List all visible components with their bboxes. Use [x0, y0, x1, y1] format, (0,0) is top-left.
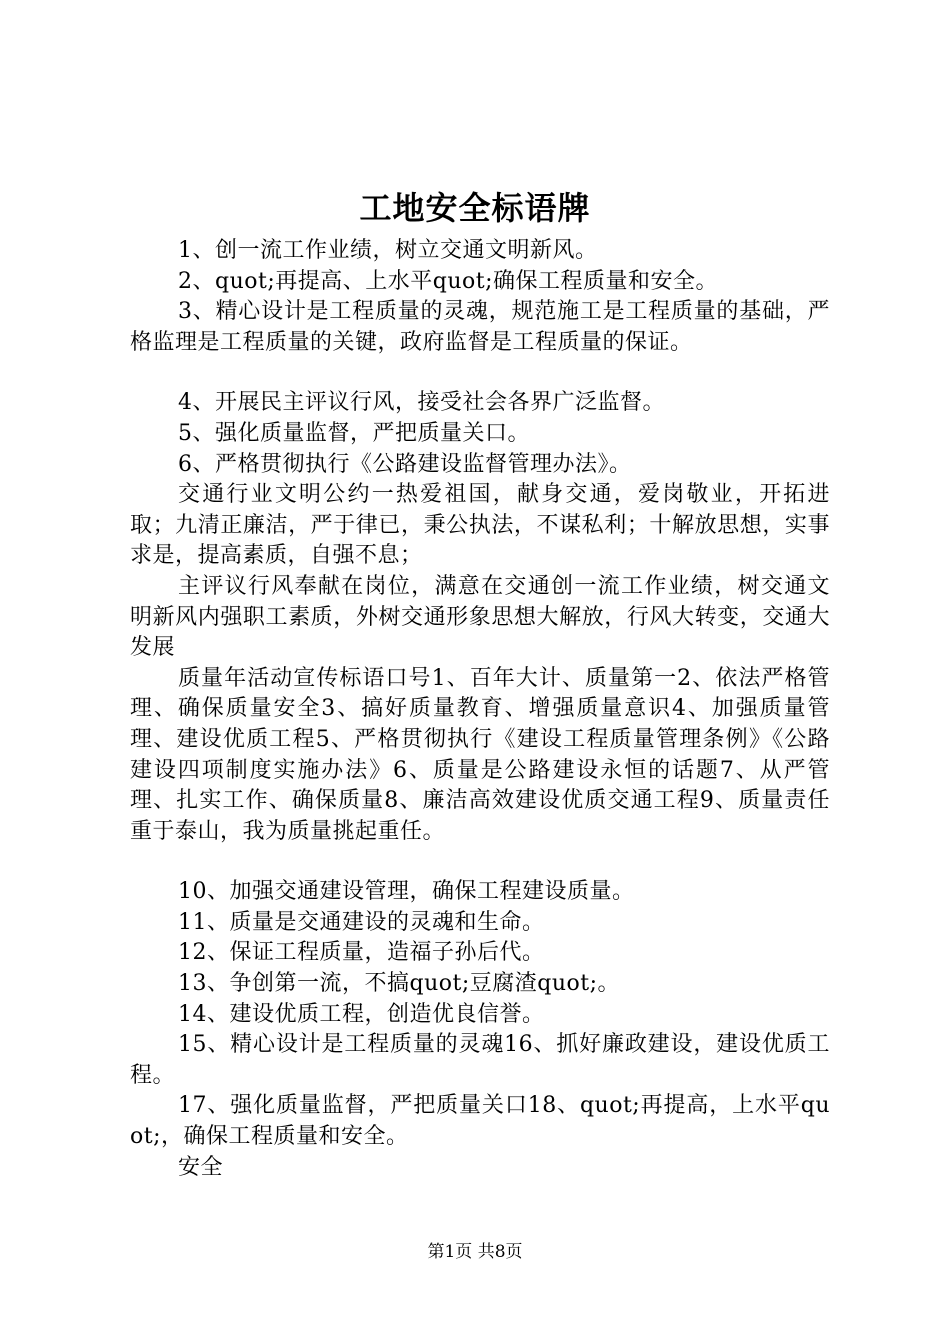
paragraph: 交通行业文明公约一热爱祖国，献身交通，爱岗敬业，开拓进取；九清正廉洁，严于律已，秉公执法，不谋私利；十解放思想，实事求是，提高素质，自强不息； — [130, 482, 830, 569]
page-footer: 第1页 共8页 — [427, 1242, 523, 1262]
paragraph: 5、强化质量监督，严把质量关口。 — [178, 420, 530, 446]
paragraph: 6、严格贯彻执行《公路建设监督管理办法》。 — [178, 451, 632, 477]
document-body — [130, 236, 830, 1183]
paragraph: 4、开展民主评议行风，接受社会各界广泛监督。 — [178, 390, 665, 416]
paragraph: 质量年活动宣传标语口号1、百年大计、质量第一2、依法严格管理、确保质量安全3、搞好质量教育、增强质量意识4、加强质量管理、建设优质工程5、严格贯彻执行《建设工程质量管理条例》《公路建设四项制度实施办法》6、质量是公路建设永恒的话题7、从严管理、扎实工作、确保质量8、廉洁高效建设优质交通工程9、质量责任重于泰山，我为质量挑起重任。 — [130, 665, 830, 844]
paragraph: 11、质量是交通建设的灵魂和生命。 — [178, 909, 545, 935]
paragraph: 15、精心设计是工程质量的灵魂16、抓好廉政建设，建设优质工程。 — [130, 1032, 830, 1088]
paragraph: 主评议行风奉献在岗位，满意在交通创一流工作业绩，树交通文明新风内强职工素质，外树交通形象思想大解放，行风大转变，交通大发展 — [130, 573, 830, 661]
paragraph: 12、保证工程质量，造福子孙后代。 — [178, 940, 545, 966]
paragraph: 安全 — [178, 1154, 224, 1180]
paragraph: 14、建设优质工程，创造优良信誉。 — [178, 1001, 545, 1027]
paragraph: 1、创一流工作业绩，树立交通文明新风。 — [178, 238, 598, 263]
paragraph: 10、加强交通建设管理，确保工程建设质量。 — [178, 879, 635, 905]
paragraph: 3、精心设计是工程质量的灵魂，规范施工是工程质量的基础，严格监理是工程质量的关键，政府监督是工程质量的保证。 — [130, 299, 830, 355]
paragraph: 2、quot;再提高、上水平quot;确保工程质量和安全。 — [178, 268, 718, 294]
document-title: 工地安全标语牌 — [359, 189, 591, 227]
paragraph: 13、争创第一流，不搞quot;豆腐渣quot;。 — [178, 971, 620, 997]
paragraph: 17、强化质量监督，严把质量关口18、quot;再提高，上水平quot;，确保工程质量和安全。 — [130, 1093, 830, 1150]
